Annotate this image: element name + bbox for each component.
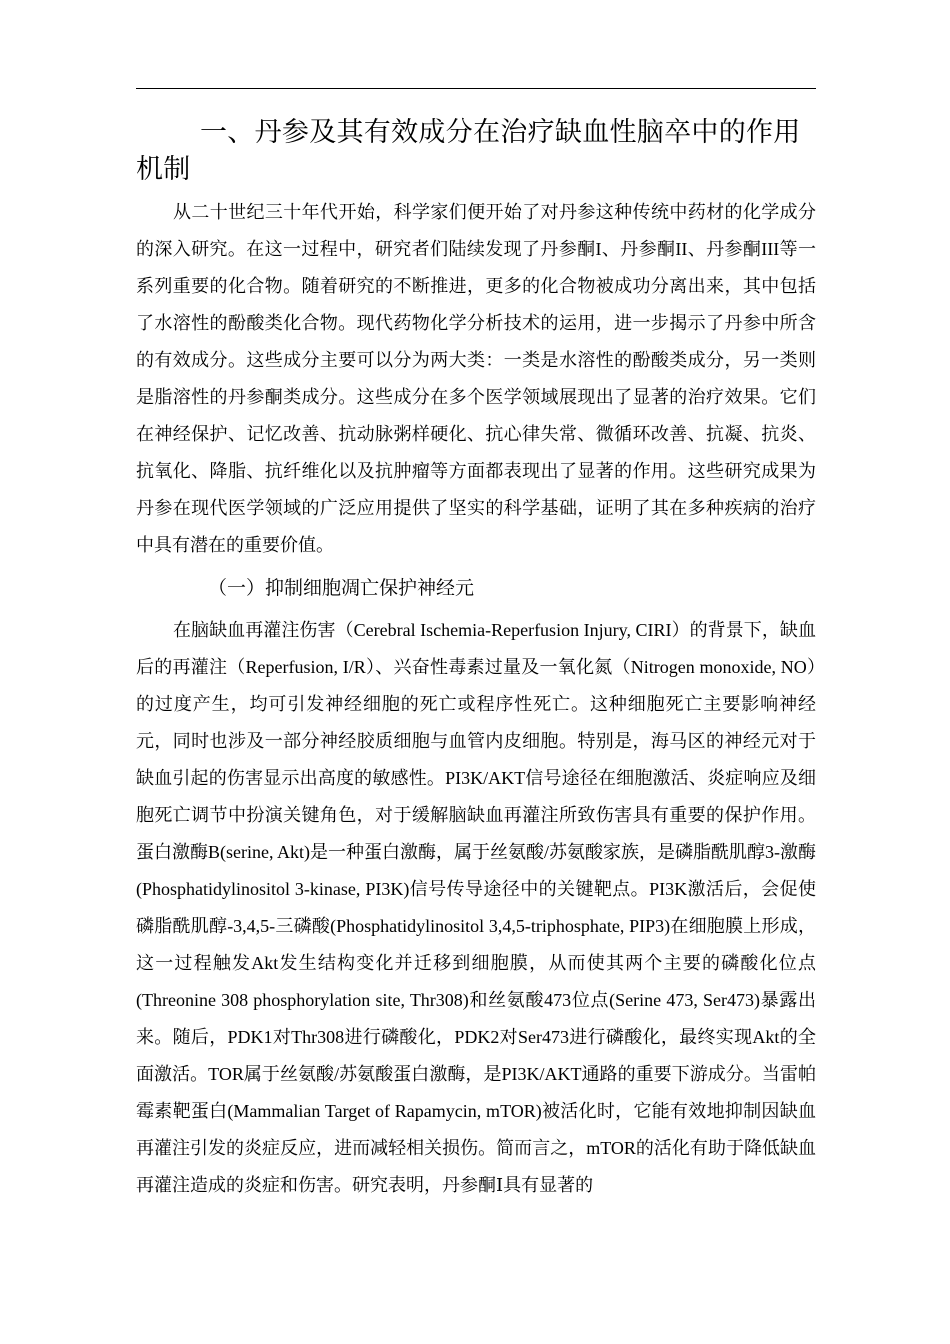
subsection-heading: （一）抑制细胞凋亡保护神经元 — [208, 577, 475, 599]
top-rule — [136, 88, 816, 89]
section-heading-1: 一、丹参及其有效成分在治疗缺血性脑卒中的作用机制 — [136, 117, 801, 185]
paragraph-2: 在脑缺血再灌注伤害（Cerebral Ischemia-Reperfusion Injury, CIRI）的背景下，缺血后的再灌注（Reperfusion, I/R）、兴奋性毒素过量及一氧化氮（Nitrogen monoxide, NO）的过度产生，均可引发神经细胞的死亡或程序性死亡。这种细胞死亡主要影响神经元，同时也涉及一部分神经胶质细胞与血管内皮细胞。特别是，海马区的神经元对于缺血引起的伤害显示出高度的敏感性。PI3K/AKT信号途径在细胞激活、炎症响应及细胞死亡调节中扮演关键角色，对于缓解脑缺血再灌注所致伤害具有重要的保护作用。蛋白激酶B(serine, Akt)是一种蛋白激酶，属于丝氨酸/苏氨酸家族，是磷脂酰肌醇3-激酶(Phosphatidylinositol 3-kinase, PI3K)信号传导途径中的关键靶点。PI3K激活后，会促使磷脂酰肌醇-3,4,5-三磷酸(Phosphatidylinositol 3,4,5-triphosphate, PIP3)在细胞膜上形成，这一过程触发Akt发生结构变化并迁移到细胞膜，从而使其两个主要的磷酸化位点(Threonine 308 phosphorylation site, Thr308)和丝氨酸473位点(Serine 473, Ser473)暴露出来。随后，PDK1对Thr308进行磷酸化，PDK2对Ser473进行磷酸化，最终实现Akt的全面激活。TOR属于丝氨酸/苏氨酸蛋白激酶，是PI3K/AKT通路的重要下游成分。当雷帕霉素靶蛋白(Mammalian Target of Rapamycin, mTOR)被活化时，它能有效地抑制因缺血再灌注引发的炎症反应，进而减轻相关损伤。简而言之，mTOR的活化有助于降低缺血再灌注造成的炎症和伤害。研究表明，丹参酮Ⅰ具有显著的 — [136, 620, 816, 1195]
document-body — [136, 114, 816, 1204]
paragraph-1: 从二十世纪三十年代开始，科学家们便开始了对丹参这种传统中药材的化学成分的深入研究。在这一过程中，研究者们陆续发现了丹参酮I、丹参酮II、丹参酮III等一系列重要的化合物。随着研究的不断推进，更多的化合物被成功分离出来，其中包括了水溶性的酚酸类化合物。现代药物化学分析技术的运用，进一步揭示了丹参中所含的有效成分。这些成分主要可以分为两大类：一类是水溶性的酚酸类成分，另一类则是脂溶性的丹参酮类成分。这些成分在多个医学领域展现出了显著的治疗效果。它们在神经保护、记忆改善、抗动脉粥样硬化、抗心律失常、微循环改善、抗凝、抗炎、抗氧化、降脂、抗纤维化以及抗肿瘤等方面都表现出了显著的作用。这些研究成果为丹参在现代医学领域的广泛应用提供了坚实的科学基础，证明了其在多种疾病的治疗中具有潜在的重要价值。 — [136, 202, 816, 555]
